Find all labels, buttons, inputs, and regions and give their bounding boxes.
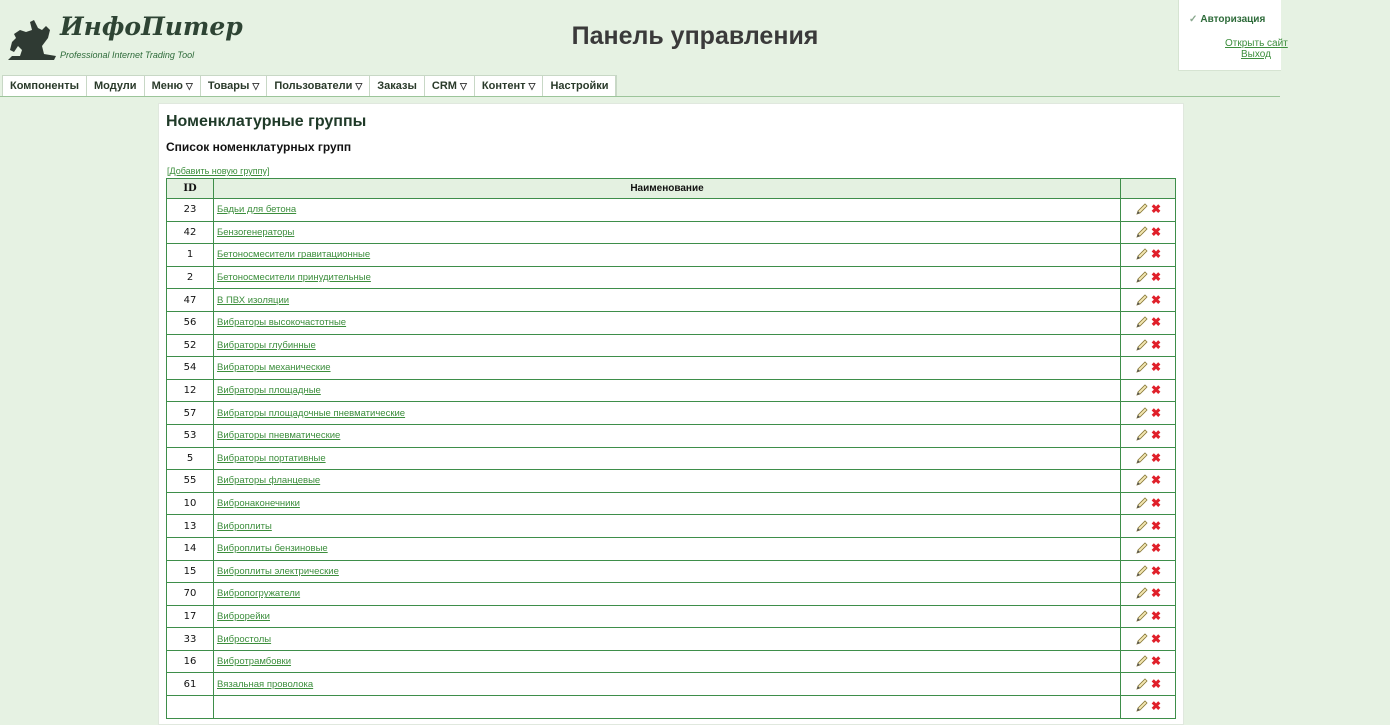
table-row [167,583,1176,606]
menu-item[interactable] [201,76,268,96]
pencil-icon[interactable] [1135,700,1149,713]
menu-item[interactable] [267,76,370,96]
table-row [167,560,1176,583]
group-link[interactable]: Вибраторы фланцевые [217,475,321,487]
row-actions [1121,605,1176,628]
header [0,0,1288,75]
pencil-icon[interactable] [1135,610,1149,623]
page-title: Панель управления [571,22,819,50]
pencil-icon[interactable] [1135,407,1149,420]
menu-item-label: Товары [207,80,250,92]
table-header-row [167,179,1176,199]
delete-icon[interactable]: ✖ [1150,518,1162,533]
row-name-cell [214,605,1121,628]
row-actions [1121,673,1176,696]
delete-icon[interactable]: ✖ [1150,473,1162,488]
row-actions [1121,334,1176,357]
row-name-cell [214,492,1121,515]
menu-item-label: Пользователи [274,80,353,92]
row-id: 23 [167,199,214,222]
group-link[interactable]: Вибропогружатели [217,588,301,600]
row-actions [1121,560,1176,583]
table-row [167,334,1176,357]
menu-item[interactable] [145,76,201,96]
main-menu [0,75,1280,97]
row-id: 56 [167,311,214,334]
menu-item-label: Компоненты [10,80,79,92]
pencil-icon[interactable] [1135,655,1149,668]
pencil-icon[interactable] [1135,429,1149,442]
menu-list [2,75,617,96]
row-actions [1121,696,1176,719]
row-actions [1121,492,1176,515]
table-row [167,515,1176,538]
row-actions [1121,289,1176,312]
row-name-cell [214,311,1121,334]
row-actions [1121,379,1176,402]
row-actions [1121,537,1176,560]
table-row [167,266,1176,289]
row-name-cell [214,244,1121,267]
delete-icon[interactable]: ✖ [1150,699,1162,714]
group-link[interactable]: Вибраторы площадочные пневматические [217,407,406,419]
row-name-cell [214,583,1121,606]
delete-icon[interactable]: ✖ [1150,428,1162,443]
group-link[interactable]: Бетоносмесители гравитационные [217,249,371,261]
pencil-icon[interactable] [1135,520,1149,533]
delete-icon[interactable]: ✖ [1150,496,1162,511]
row-id: 33 [167,628,214,651]
row-name-cell [214,357,1121,380]
group-link[interactable]: Виброрейки [217,610,270,622]
row-actions [1121,650,1176,673]
chevron-down-icon[interactable]: ▽ [528,81,536,91]
pencil-icon[interactable] [1135,316,1149,329]
table-row [167,221,1176,244]
row-id: 2 [167,266,214,289]
table-row [167,696,1176,719]
group-link[interactable]: Виброплиты электрические [217,565,339,577]
column-header-name: Наименование [214,179,1121,199]
pencil-icon[interactable] [1135,339,1149,352]
delete-icon[interactable]: ✖ [1150,315,1162,330]
table-row [167,379,1176,402]
list-title: Список номенклатурных групп [166,140,352,154]
row-actions [1121,515,1176,538]
menu-item-label: Заказы [377,80,417,92]
delete-icon[interactable]: ✖ [1150,360,1162,375]
group-link[interactable]: Вибраторы площадные [217,385,321,397]
table-row [167,673,1176,696]
menu-item[interactable] [475,76,544,96]
table-row [167,492,1176,515]
row-name-cell [214,696,1121,719]
pencil-icon[interactable] [1135,497,1149,510]
row-actions [1121,628,1176,651]
pencil-icon[interactable] [1135,226,1149,239]
delete-icon[interactable]: ✖ [1150,202,1162,217]
row-name-cell [214,334,1121,357]
row-id: 16 [167,650,214,673]
row-id: 17 [167,605,214,628]
row-id: 70 [167,583,214,606]
delete-icon[interactable]: ✖ [1150,337,1162,352]
menu-item[interactable] [370,76,425,96]
row-actions [1121,424,1176,447]
menu-item[interactable] [87,76,145,96]
menu-item-label: CRM [431,80,457,92]
chevron-down-icon[interactable]: ▽ [252,81,260,91]
table-row [167,537,1176,560]
row-name-cell [214,470,1121,493]
row-name-cell [214,424,1121,447]
table-row [167,199,1176,222]
table-row [167,357,1176,380]
delete-icon[interactable]: ✖ [1150,676,1162,691]
table-row [167,650,1176,673]
row-id: 13 [167,515,214,538]
row-name-cell [214,379,1121,402]
group-link[interactable]: Вибраторы глубинные [217,339,316,351]
pencil-icon[interactable] [1135,294,1149,307]
menu-item-label: Контент [481,80,526,92]
row-id: 57 [167,402,214,425]
group-link[interactable]: Бадьи для бетона [217,204,297,216]
main-content [158,103,1184,725]
row-actions [1121,199,1176,222]
menu-item[interactable] [425,76,475,96]
check-icon: ✓ [1189,14,1198,25]
group-link[interactable]: Вибронаконечники [217,498,300,510]
row-actions [1121,583,1176,606]
row-actions [1121,447,1176,470]
delete-icon[interactable]: ✖ [1150,450,1162,465]
logout-link[interactable]: Выход [1241,49,1271,60]
row-name-cell [214,560,1121,583]
row-id: 54 [167,357,214,380]
delete-icon[interactable]: ✖ [1150,270,1162,285]
section-title: Номенклатурные группы [166,113,367,130]
row-name-cell [214,650,1121,673]
row-name-cell [214,673,1121,696]
group-link[interactable]: Виброплиты [217,520,272,532]
auth-box [1178,0,1288,71]
row-name-cell [214,447,1121,470]
group-link[interactable]: Вибраторы пневматические [217,430,341,442]
row-name-cell [214,199,1121,222]
group-link[interactable]: Бетоносмесители принудительные [217,272,371,284]
pencil-icon[interactable] [1135,384,1149,397]
chevron-down-icon[interactable]: ▽ [185,81,193,91]
delete-icon[interactable]: ✖ [1150,586,1162,601]
pencil-icon[interactable] [1135,361,1149,374]
delete-icon[interactable]: ✖ [1150,292,1162,307]
open-site-link[interactable]: Открыть сайт [1225,38,1288,49]
table-row [167,311,1176,334]
logo-subtitle: Professional Internet Trading Tool [60,50,195,60]
row-id: 55 [167,470,214,493]
row-name-cell [214,221,1121,244]
row-name-cell [214,289,1121,312]
chevron-down-icon[interactable]: ▽ [459,81,467,91]
pencil-icon[interactable] [1135,474,1149,487]
row-actions [1121,470,1176,493]
row-actions [1121,266,1176,289]
column-header-actions [1121,179,1176,199]
row-actions [1121,221,1176,244]
delete-icon[interactable]: ✖ [1150,654,1162,669]
row-id: 61 [167,673,214,696]
pencil-icon[interactable] [1135,452,1149,465]
delete-icon[interactable]: ✖ [1150,608,1162,623]
table-row [167,402,1176,425]
row-id: 12 [167,379,214,402]
delete-icon[interactable]: ✖ [1150,563,1162,578]
delete-icon[interactable]: ✖ [1150,405,1162,420]
menu-item-label: Настройки [550,80,609,92]
row-name-cell [214,515,1121,538]
menu-item-label: Меню [151,80,183,92]
row-actions [1121,357,1176,380]
row-name-cell [214,266,1121,289]
group-link[interactable]: Бензогенераторы [217,226,295,238]
pencil-icon[interactable] [1135,248,1149,261]
group-link[interactable]: Виброплиты бензиновые [217,543,328,555]
row-actions [1121,244,1176,267]
logo-title: ИнфоПитер [60,12,243,41]
row-id: 15 [167,560,214,583]
delete-icon[interactable]: ✖ [1150,224,1162,239]
pencil-icon[interactable] [1135,587,1149,600]
auth-title: ✓ Авторизация [1189,14,1266,25]
table-row [167,424,1176,447]
group-link[interactable]: Вибраторы портативные [217,452,326,464]
table-row [167,470,1176,493]
table-row [167,628,1176,651]
delete-icon[interactable]: ✖ [1150,631,1162,646]
column-header-id: ID [167,179,214,199]
row-id: 10 [167,492,214,515]
group-link[interactable]: Вязальная проволока [217,678,314,690]
row-name-cell [214,402,1121,425]
row-name-cell [214,628,1121,651]
group-link[interactable]: Вибраторы механические [217,362,331,374]
groups-table [166,178,1176,719]
delete-icon[interactable]: ✖ [1150,247,1162,262]
pencil-icon[interactable] [1135,678,1149,691]
row-id: 52 [167,334,214,357]
group-link[interactable]: В ПВХ изоляции [217,294,290,306]
table-row [167,289,1176,312]
group-link[interactable]: Вибростолы [217,633,272,645]
menu-item-label: Модули [93,80,137,92]
delete-icon[interactable]: ✖ [1150,383,1162,398]
row-actions [1121,402,1176,425]
pencil-icon[interactable] [1135,203,1149,216]
menu-item[interactable] [3,76,87,96]
pencil-icon[interactable] [1135,633,1149,646]
group-link[interactable]: Вибротрамбовки [217,656,292,668]
row-id: 47 [167,289,214,312]
row-id: 5 [167,447,214,470]
table-row [167,244,1176,267]
row-id: 14 [167,537,214,560]
chevron-down-icon[interactable]: ▽ [355,81,363,91]
pencil-icon[interactable] [1135,271,1149,284]
group-link[interactable]: Вибраторы высокочастотные [217,317,347,329]
table-row [167,447,1176,470]
pencil-icon[interactable] [1135,542,1149,555]
row-actions [1121,311,1176,334]
row-id [167,696,214,719]
row-name-cell [214,537,1121,560]
row-id: 42 [167,221,214,244]
pencil-icon[interactable] [1135,565,1149,578]
table-row [167,605,1176,628]
row-id: 53 [167,424,214,447]
delete-icon[interactable]: ✖ [1150,541,1162,556]
add-group-link[interactable]: [Добавить новую группу] [167,166,270,176]
row-id: 1 [167,244,214,267]
menu-item[interactable] [543,76,616,96]
